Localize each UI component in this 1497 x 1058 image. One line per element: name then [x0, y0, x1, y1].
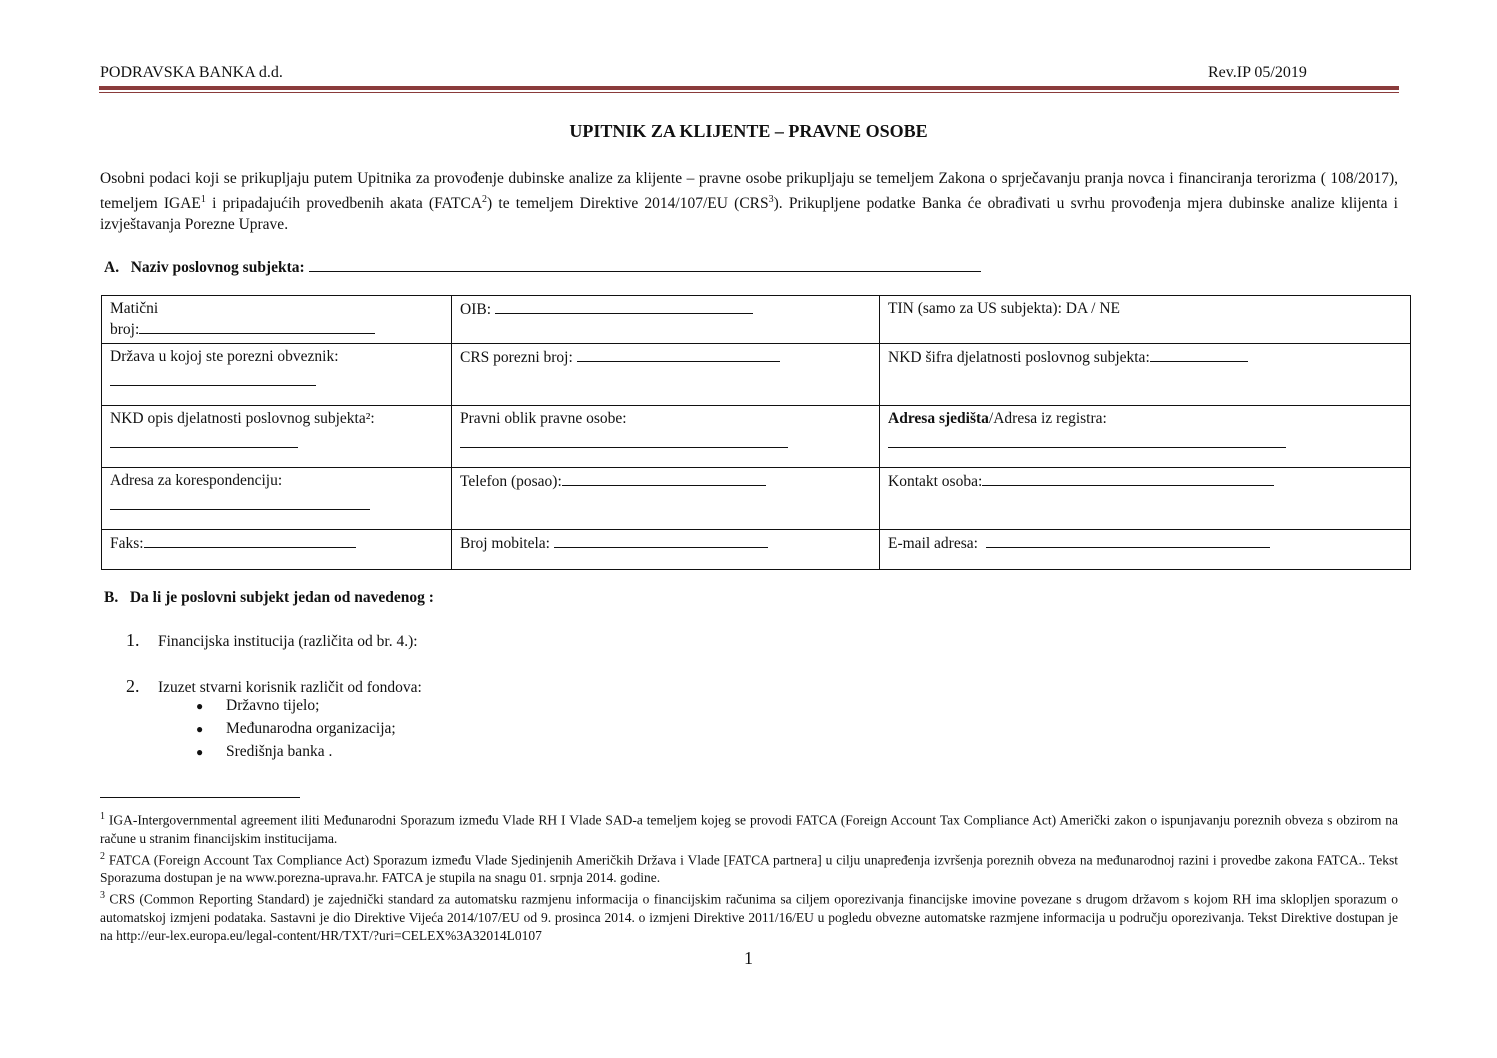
footnote-separator — [100, 797, 300, 798]
tin-label: TIN (samo za US subjekta): DA / NE — [888, 300, 1121, 317]
bullet-icon: ● — [196, 745, 204, 759]
work-phone-field[interactable] — [562, 471, 766, 486]
document-title: UPITNIK ZA KLIJENTE – PRAVNE OSOBE — [569, 121, 928, 141]
footnote-1-number: 1 — [100, 811, 105, 822]
cell-fax — [102, 530, 452, 570]
cell-tax-country — [102, 344, 452, 406]
section-a-label: Naziv poslovnog subjekta: — [130, 259, 305, 276]
nkd-description-label: NKD opis djelatnosti poslovnog subjekta²: — [110, 410, 375, 427]
registered-address-label-bold: Adresa sjedišta — [888, 410, 989, 427]
contact-person-label: Kontakt osoba: — [888, 473, 983, 490]
registered-address-label: /Adresa iz registra: — [988, 410, 1107, 427]
registration-number-label-2: broj: — [110, 321, 140, 338]
cell-registered-address — [880, 406, 1411, 468]
crs-tax-number-label: CRS porezni broj: — [460, 349, 573, 366]
nkd-code-field[interactable] — [1150, 347, 1248, 362]
list-item-text: Izuzet stvarni korisnik različit od fondova: — [158, 679, 422, 696]
bullet-item — [196, 743, 332, 761]
section-a — [104, 258, 981, 277]
cell-correspondence-address — [102, 468, 452, 530]
company-name-field[interactable] — [309, 258, 981, 272]
footnote-2-text: FATCA (Foreign Account Tax Compliance Act) Sporazum između Vlade Sjedinjenih Američkih Država i Vlade [FATCA partnera] u cilju unapređenja izvršenja poreznih obveza na međunarodnoj razini i provedbe zakona FATCA.. Tekst Sporazuma dostupan je na www.porezna-uprava.hr. FATCA je stupila na snagu 01. srpnja 2014. godine. — [100, 852, 1398, 885]
list-item — [126, 676, 422, 697]
section-b — [104, 589, 434, 607]
footnote-ref-1: 1 — [200, 194, 206, 205]
footnote-3-number: 3 — [100, 890, 105, 901]
intro-paragraph — [100, 168, 1398, 235]
oib-label: OIB: — [460, 301, 491, 318]
list-item-text: Financijska institucija (različita od br. 4.): — [158, 633, 418, 650]
correspondence-address-field[interactable] — [110, 495, 370, 510]
legal-form-field[interactable] — [460, 433, 788, 448]
footnote-3-text: CRS (Common Reporting Standard) je zajednički standard za automatsku razmjenu informacija o financijskim računima sa ciljem oporezivanja financijske imovine povezane s drugom državom s kojom RH ima sklopljen sporazum o automatskoj izmjeni podataka. Sastavni je dio Direktive Vijeća 2014/107/EU od 9. prosinca 2014. o izmjeni Direktive 2011/16/EU u pogledu obvezne automatske razmjene informacija u području oporezivanja. Tekst Direktive dostupan je na http://eur-lex.europa.eu/legal-content/HR/TXT/?uri=CELEX%3A32014L0107 — [100, 891, 1398, 943]
bank-name: PODRAVSKA BANKA d.d. — [100, 64, 283, 81]
list-item — [126, 630, 418, 651]
email-label: E-mail adresa: — [888, 535, 978, 552]
tax-country-label: Država u kojoj ste porezni obveznik: — [110, 348, 339, 365]
cell-oib — [452, 296, 880, 344]
tax-country-field[interactable] — [110, 371, 316, 386]
revision-label: Rev.IP 05/2019 — [1208, 64, 1307, 81]
intro-text-1: Osobni podaci koji se prikupljaju putem Upitnika za provođenje dubinske analize za klijente – pravne osobe prikupljaju se temeljem Zakona o sprječavanju pranja novca i financiranja terorizma ( 108/2017), temeljem IGAE — [100, 170, 1398, 213]
cell-legal-form — [452, 406, 880, 468]
cell-contact-person — [880, 468, 1411, 530]
crs-tax-number-field[interactable] — [577, 347, 780, 362]
registered-address-field[interactable] — [888, 433, 1286, 448]
mobile-field[interactable] — [554, 533, 768, 548]
email-field[interactable] — [986, 533, 1270, 548]
legal-form-label: Pravni oblik pravne osobe: — [460, 410, 627, 427]
mobile-label: Broj mobitela: — [460, 535, 550, 552]
work-phone-label: Telefon (posao): — [460, 473, 562, 490]
registration-number-label: Matični — [110, 300, 159, 317]
bullet-item — [196, 720, 396, 738]
intro-text-3: ) te temeljem Direktive 2014/107/EU (CRS — [487, 195, 769, 213]
cell-email — [880, 530, 1411, 570]
cell-work-phone — [452, 468, 880, 530]
bullet-text: Središnja banka . — [226, 743, 333, 760]
cell-crs-tax-number — [452, 344, 880, 406]
cell-tin — [880, 296, 1411, 344]
intro-text-4: ). Prikupljene podatke Banka će obrađivati u svrhu provođenja mjera dubinske analize klijenta i izvještavanja Porezne Uprave. — [100, 195, 1398, 234]
correspondence-address-label: Adresa za korespondenciju: — [110, 472, 283, 489]
page-number: 1 — [744, 948, 753, 968]
footnote-2 — [100, 848, 1398, 888]
bullet-text: Državno tijelo; — [226, 697, 320, 714]
intro-text-2: i pripadajućih provedbenih akata (FATCA — [205, 195, 483, 213]
bullet-text: Međunarodna organizacija; — [226, 720, 396, 737]
oib-field[interactable] — [495, 299, 753, 314]
list-item-number: 1. — [126, 630, 140, 650]
footnote-1 — [100, 808, 1398, 848]
header-rule-thin — [99, 92, 1399, 93]
footnote-3 — [100, 887, 1398, 945]
cell-nkd-description — [102, 406, 452, 468]
footnote-ref-2: 2 — [482, 194, 488, 205]
registration-number-field[interactable] — [139, 319, 375, 334]
bullet-icon: ● — [196, 722, 204, 736]
section-a-letter: A. — [104, 259, 120, 276]
section-b-letter: B. — [104, 589, 119, 606]
section-b-label: Da li je poslovni subjekt jedan od navedenog : — [129, 589, 434, 606]
header-rule — [99, 86, 1399, 90]
list-item-number: 2. — [126, 676, 140, 696]
contact-person-field[interactable] — [982, 471, 1274, 486]
cell-mobile — [452, 530, 880, 570]
footnote-2-number: 2 — [100, 850, 105, 862]
footnote-1-text: IGA-Intergovernmental agreement iliti Međunarodni Sporazum između Vlade RH I Vlade SAD-a temeljem kojeg se provodi FATCA (Foreign Account Tax Compliance Act) Američki zakon o ispunjavanju poreznih obveza s obzirom na račune u stranim financijskim institucijama. — [100, 812, 1398, 846]
bullet-icon: ● — [196, 699, 204, 713]
nkd-description-field[interactable] — [110, 433, 298, 448]
footnote-ref-3: 3 — [768, 194, 774, 205]
cell-nkd-code — [880, 344, 1411, 406]
cell-registration-number — [102, 296, 452, 344]
bullet-item — [196, 697, 319, 715]
footnotes — [100, 808, 1398, 945]
client-data-table — [101, 295, 1411, 570]
nkd-code-label: NKD šifra djelatnosti poslovnog subjekta: — [888, 349, 1150, 366]
fax-label: Faks: — [110, 535, 144, 552]
fax-field[interactable] — [144, 533, 356, 548]
